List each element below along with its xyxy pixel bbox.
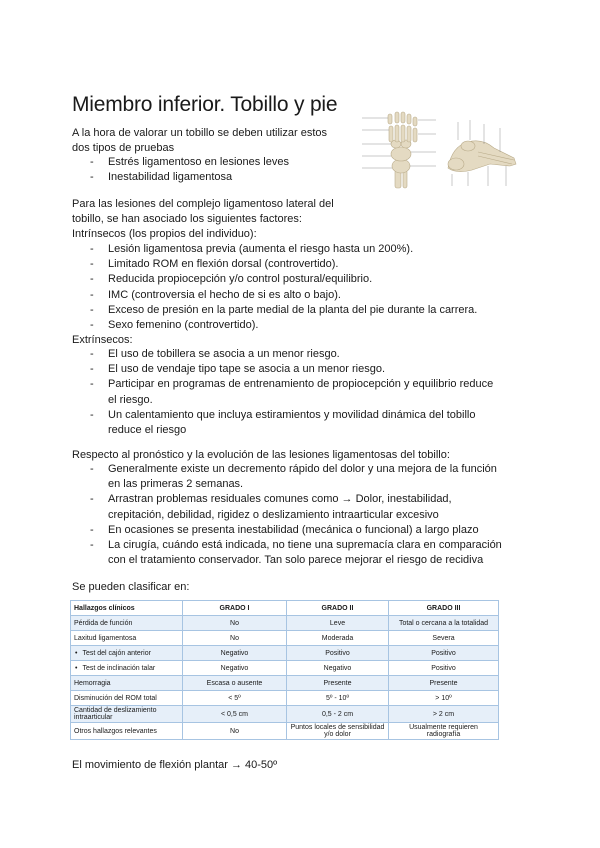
table-cell: < 5º	[183, 691, 287, 706]
list-item: - El uso de tobillera se asocia a un menor riesgo.	[72, 347, 502, 362]
table-cell: Usualmente requieren radiografía	[389, 723, 499, 740]
classify-label: Se pueden clasificar en:	[72, 581, 190, 593]
table-cell: Severa	[389, 631, 499, 646]
table-cell: Escasa o ausente	[183, 676, 287, 691]
factors-line-1: Para las lesiones del complejo ligamentoso lateral del	[72, 198, 334, 210]
table-cell: Leve	[287, 616, 389, 631]
table-cell: Cantidad de deslizamiento intraarticular	[71, 706, 183, 723]
list-item: - La cirugía, cuándo está indicada, no tiene una supremacía clara en comparación con el tratamiento conservador. Tan solo parece mejorar el riesgo de recidiva	[72, 538, 502, 568]
table-cell-bullet	[71, 661, 183, 676]
table-cell: Otros hallazgos relevantes	[71, 723, 183, 740]
bullet-label: • Test del cajón anterior	[74, 650, 151, 657]
factors-line-2: tobillo, se han asociado los siguientes factores:	[72, 213, 302, 225]
table-row	[71, 691, 499, 706]
foot-dorsal-view	[388, 112, 417, 188]
list-item: - Participar en programas de entrenamiento de propiocepción y equilibrio reduce el riesgo.	[72, 377, 502, 407]
table-cell: No	[183, 723, 287, 740]
list-item: - Arrastran problemas residuales comunes como → Dolor, inestabilidad, crepitación, debilidad, rigidez o deslizamiento intraarticular excesivo	[72, 492, 502, 522]
list-item: - El uso de vendaje tipo tape se asocia a un menor riesgo.	[72, 362, 502, 377]
table-header-row	[71, 601, 499, 616]
extrinsic-list	[72, 347, 502, 438]
extrinsic-label: Extrínsecos:	[72, 334, 133, 346]
table-row	[71, 646, 499, 661]
table-row	[71, 661, 499, 676]
list-item: - Lesión ligamentosa previa (aumenta el riesgo hasta un 200%).	[72, 242, 502, 257]
table-cell: Negativo	[183, 661, 287, 676]
table-row	[71, 616, 499, 631]
table-cell-bullet	[71, 646, 183, 661]
intro-line-2: dos tipos de pruebas	[72, 142, 175, 154]
list-item: - Estrés ligamentoso en lesiones leves	[72, 155, 502, 170]
foot-anatomy-illustration	[360, 108, 520, 190]
table-cell: < 0,5 cm	[183, 706, 287, 723]
table-cell: Negativo	[287, 661, 389, 676]
table-row	[71, 723, 499, 740]
footer-note: El movimiento de flexión plantar → 40-50º	[72, 759, 278, 771]
list-item: - Generalmente existe un decremento rápido del dolor y una mejora de la función en las primeras 2 semanas.	[72, 462, 502, 492]
table-cell: Pérdida de función	[71, 616, 183, 631]
table-cell: Presente	[287, 676, 389, 691]
table-cell: Puntos locales de sensibilidad y/o dolor	[287, 723, 389, 740]
header-cell: GRADO II	[287, 601, 389, 616]
list-item: - Inestabilidad ligamentosa	[72, 170, 502, 185]
list-item: - Un calentamiento que incluya estiramientos y movilidad dinámica del tobillo reduce el riesgo	[72, 408, 502, 438]
table-cell: Hemorragia	[71, 676, 183, 691]
table-cell: > 2 cm	[389, 706, 499, 723]
table-cell: No	[183, 631, 287, 646]
list-item: - Limitado ROM en flexión dorsal (controvertido).	[72, 257, 502, 272]
table-row	[71, 706, 499, 723]
table-cell: Laxitud ligamentosa	[71, 631, 183, 646]
table-cell: Positivo	[389, 661, 499, 676]
list-item: - En ocasiones se presenta inestabilidad (mecánica o funcional) a largo plazo	[72, 523, 502, 538]
table-cell: No	[183, 616, 287, 631]
intrinsic-label: Intrínsecos (los propios del individuo):	[72, 228, 257, 240]
table-cell: Total o cercana a la totalidad	[389, 616, 499, 631]
prognosis-intro: Respecto al pronóstico y la evolución de las lesiones ligamentosas del tobillo:	[72, 449, 450, 461]
header-cell: GRADO III	[389, 601, 499, 616]
list-item: - IMC (controversia el hecho de si es alto o bajo).	[72, 288, 502, 303]
table-cell: 0,5 - 2 cm	[287, 706, 389, 723]
prognosis-list	[72, 462, 502, 568]
table-cell: Positivo	[389, 646, 499, 661]
header-cell: GRADO I	[183, 601, 287, 616]
table-cell: > 10º	[389, 691, 499, 706]
page-title: Miembro inferior. Tobillo y pie	[72, 93, 338, 116]
sprain-grade-table	[70, 600, 499, 740]
intro-line-1: A la hora de valorar un tobillo se deben utilizar estos	[72, 127, 327, 139]
table-cell: Moderada	[287, 631, 389, 646]
table-row	[71, 676, 499, 691]
table-cell: Negativo	[183, 646, 287, 661]
table-row	[71, 631, 499, 646]
table-cell: Presente	[389, 676, 499, 691]
list-item: - Exceso de presión en la parte medial de la planta del pie durante la carrera.	[72, 303, 502, 318]
list-item: - Reducida propiocepción y/o control postural/equilibrio.	[72, 272, 502, 287]
table-cell: Disminución del ROM total	[71, 691, 183, 706]
foot-lateral-view	[448, 141, 516, 172]
list-item: - Sexo femenino (controvertido).	[72, 318, 502, 333]
intrinsic-list	[72, 242, 502, 333]
table-cell: 5º - 10º	[287, 691, 389, 706]
table-cell: Positivo	[287, 646, 389, 661]
bullet-label: • Test de inclinación talar	[74, 665, 155, 672]
header-cell: Hallazgos clínicos	[71, 601, 183, 616]
